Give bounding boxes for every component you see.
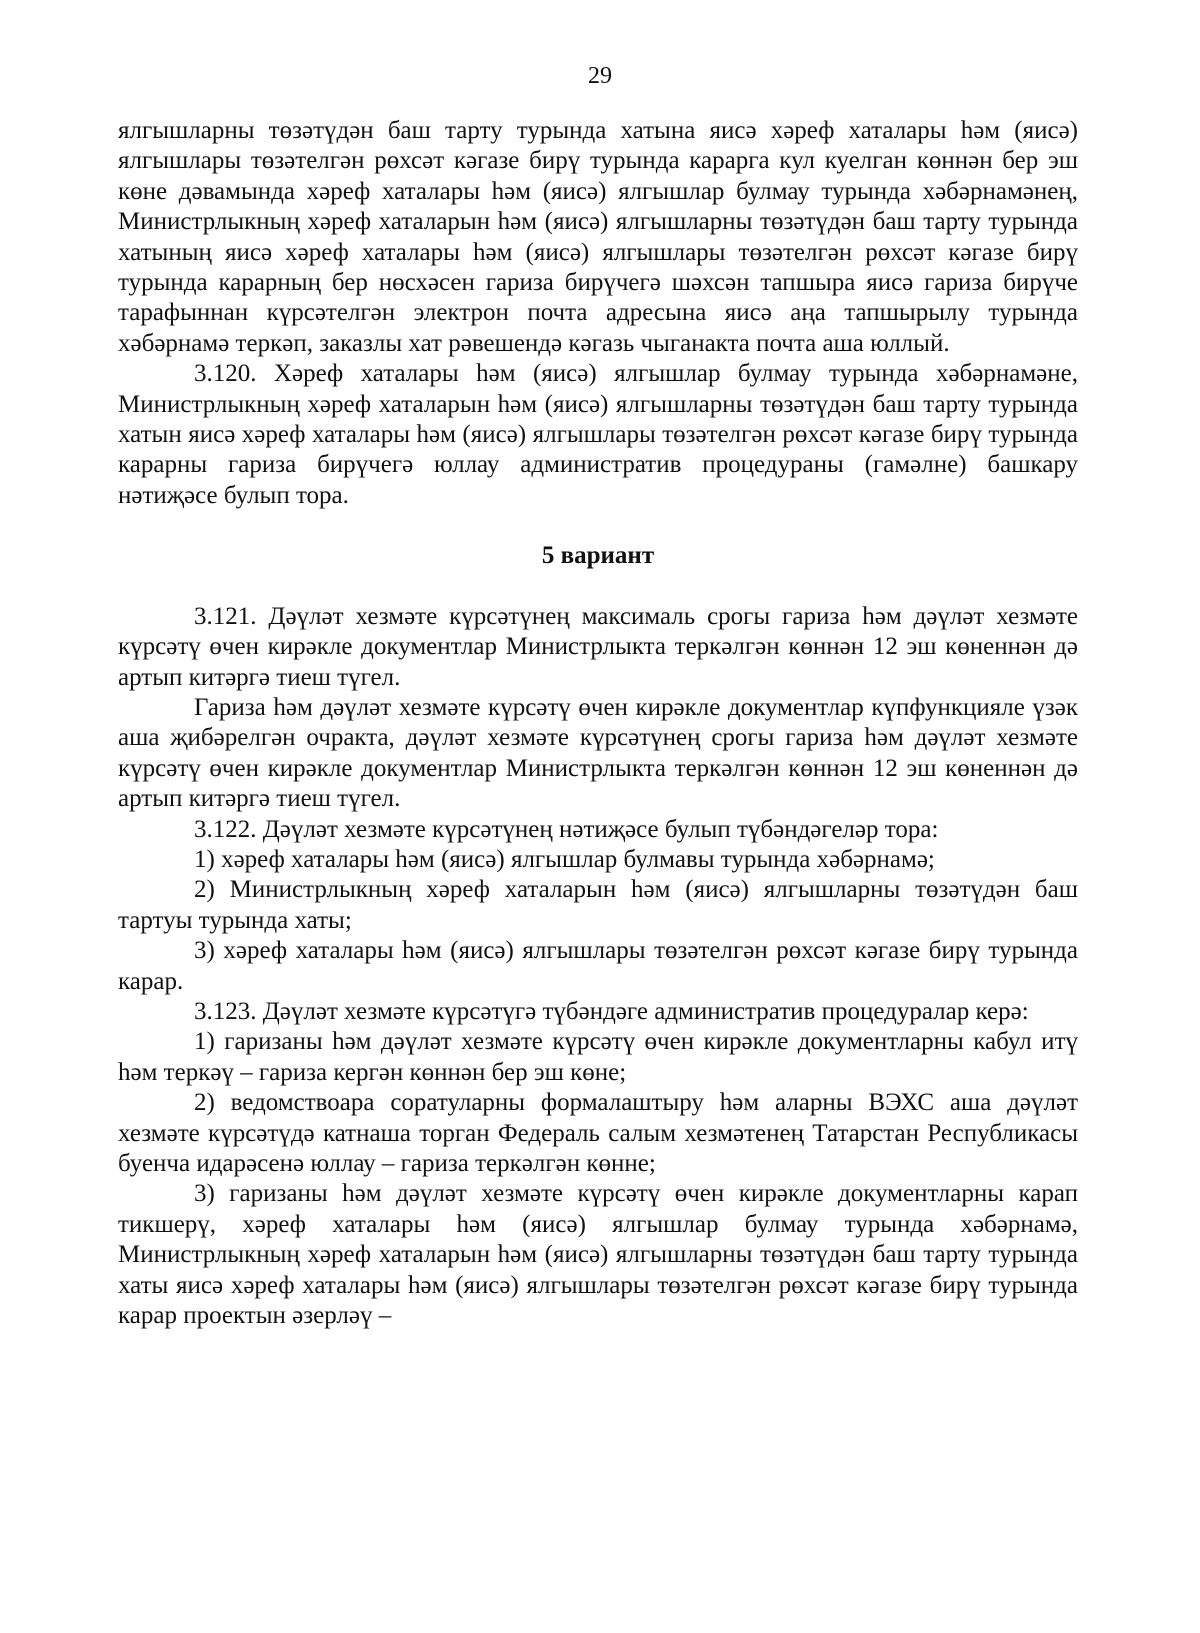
paragraph-3-122: 3.122. Дәүләт хезмәте күрсәтүнең нәтиҗәсе булып түбәндәгеләр тора: bbox=[194, 815, 939, 843]
paragraph-3-120: 3.120. Хәреф хаталары һәм (яисә) ялгышлар булмау турында хәбәрнамәне, Министрлыкның хәреф хаталарын һәм (яисә) ялгышларны төзәтүдән баш тарту турында хатын яисә хәреф хаталары һәм (яисә) ялгышлары төзәтелгән рөхсәт кәгазе бирү турында карарны гариза бирүчегә юллау административ процедураны (гамәлне) башкару нәтиҗәсе булып тора. bbox=[118, 360, 1078, 509]
list-item-3-122-1: 1) хәреф хаталары һәм (яисә) ялгышлар булмавы турында хәбәрнамә; bbox=[194, 845, 935, 873]
page-number: 29 bbox=[588, 63, 612, 89]
list-item-3-123-2: 2) ведомствоара соратуларны формалаштыру һәм аларны ВЭХС аша дәүләт хезмәте күрсәтүдә катнаша торган Федераль салым хезмәтенең Татарстан Республикасы буенча идарәсенә юллау – гариза теркәлгән көнне; bbox=[118, 1089, 1078, 1177]
list-item-3-123-1: 1) гаризаны һәм дәүләт хезмәте күрсәтү өчен кирәкле документларны кабул итү һәм теркәү – гариза кергән көннән бер эш көне; bbox=[118, 1028, 1078, 1086]
paragraph-3-123: 3.123. Дәүләт хезмәте күрсәтүгә түбәндәге административ процедуралар керә: bbox=[194, 997, 1029, 1025]
list-item-3-122-2: 2) Министрлыкның хәреф хаталарын һәм (яисә) ялгышларны төзәтүдән баш тартуы турында хаты; bbox=[118, 876, 1078, 934]
paragraph-3-121: 3.121. Дәүләт хезмәте күрсәтүнең максималь срогы гариза һәм дәүләт хезмәте күрсәтү өчен кирәкле документлар Министрлыкта теркәлгән көннән 12 эш көненнән дә артып китәргә тиеш түгел. bbox=[118, 602, 1078, 691]
list-item-3-123-3: 3) гаризаны һәм дәүләт хезмәте күрсәтү өчен кирәкле документларны карап тикшерү, хәреф хаталары һәм (яисә) ялгышлар булмау турында хәбәрнамә, Министрлыкның хәреф хаталарын һәм (яисә) ялгышларны төзәтүдән баш тарту турында хаты яисә хәреф хаталары һәм (яисә) ялгышлары төзәтелгән рөхсәт кәгазе бирү турында карар проектын әзерләү – bbox=[118, 1180, 1078, 1330]
paragraph-continuation: ялгышларны төзәтүдән баш тарту турында хатына яисә хәреф хаталары һәм (яисә) ялгышлары төзәтелгән рөхсәт кәгазе бирү турында карарга кул куелган көннән бер эш көне дәвамында хәреф хаталары һәм (яисә) ялгышлар булмау турында хәбәрнамәнең, Министрлыкның хәреф хаталарын һәм (яисә) ялгышларны төзәтүдән баш тарту турында хатының яисә хәреф хаталары һәм (яисә) ялгышлары төзәтелгән рөхсәт кәгазе бирү турында карарның бер нөсхәсен гариза бирүчегә шәхсән тапшыра яисә гариза бирүче тарафыннан күрсәтелгән электрон почта адресына яисә аңа тапшырылу турында хәбәрнамә теркәп, заказлы хат рәвешендә кәгазь чыганакта почта аша юллый. bbox=[118, 117, 1078, 357]
paragraph-mfc-case: Гариза һәм дәүләт хезмәте күрсәтү өчен кирәкле документлар күпфункцияле үзәк аша җибәрелгән очракта, дәүләт хезмәте күрсәтүнең срогы гариза һәм дәүләт хезмәте күрсәтү өчен кирәкле документлар Министрлыкта теркәлгән көннән 12 эш көненнән дә артып китәргә тиеш түгел. bbox=[118, 693, 1078, 813]
section-heading: 5 вариант bbox=[541, 542, 655, 570]
list-item-3-122-3: 3) хәреф хаталары һәм (яисә) ялгышлары төзәтелгән рөхсәт кәгазе бирү турында карар. bbox=[118, 937, 1078, 995]
document-body bbox=[118, 116, 1078, 1331]
